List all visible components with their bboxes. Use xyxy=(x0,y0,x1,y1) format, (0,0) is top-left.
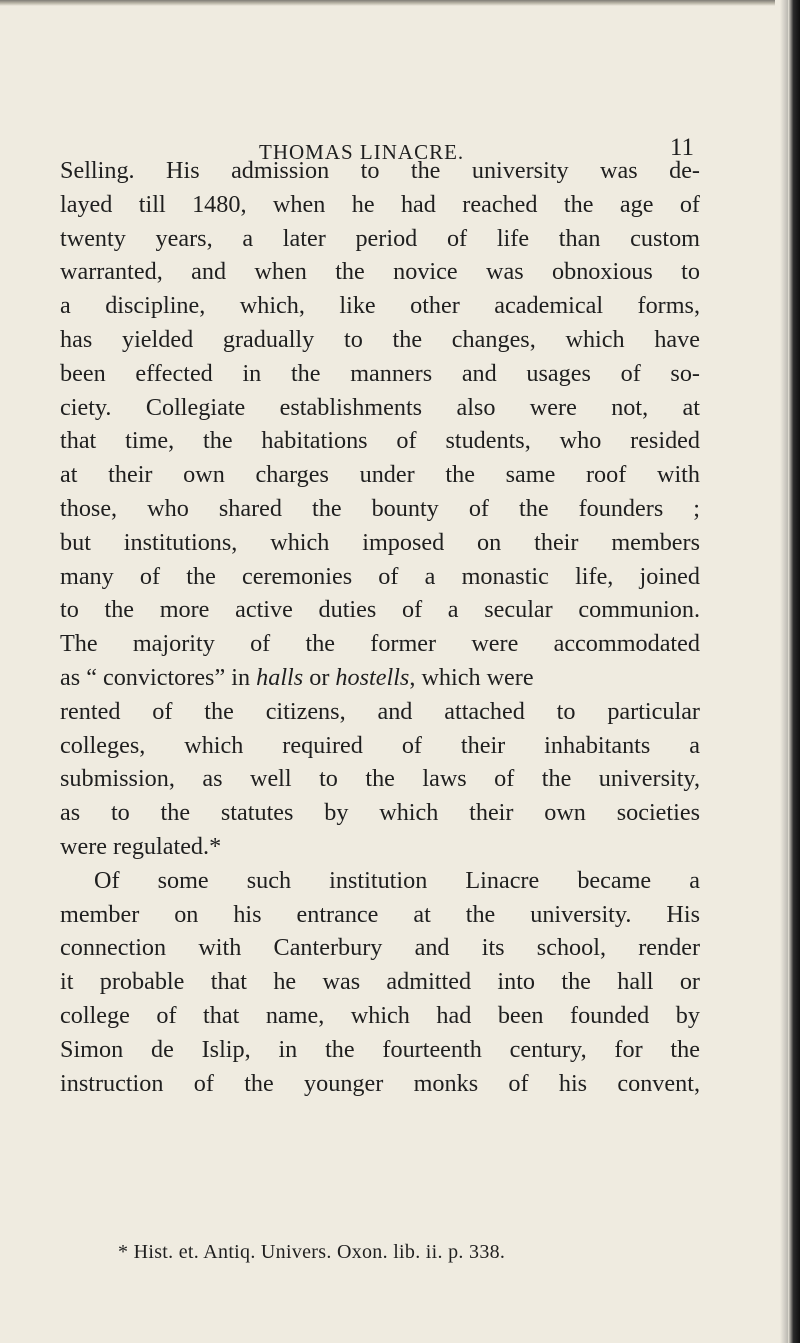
text-line: Simon de Islip, in the fourteenth century, for the xyxy=(60,1035,700,1063)
text-line: instruction of the younger monks of his convent, xyxy=(60,1069,700,1097)
paragraph-start-line: Of some such institution Linacre became a xyxy=(94,866,700,894)
text-line: twenty years, a later period of life than custom xyxy=(60,224,700,252)
text-line: were regulated.* xyxy=(60,832,222,860)
text-line: submission, as well to the laws of the university, xyxy=(60,765,700,793)
footnote: * Hist. et. Antiq. Univers. Oxon. lib. ii. p. 338. xyxy=(118,1241,506,1263)
text-line: rented of the citizens, and attached to particular xyxy=(60,697,700,725)
text-line: has yielded gradually to the changes, which have xyxy=(60,325,700,353)
text-line: colleges, which required of their inhabitants a xyxy=(60,731,700,759)
text-line: layed till 1480, when he had reached the age of xyxy=(60,190,700,218)
text-line: been effected in the manners and usages of so- xyxy=(60,359,700,387)
text-line: college of that name, which had been founded by xyxy=(60,1001,700,1029)
text-line-with-italics xyxy=(60,661,700,695)
text-line: but institutions, which imposed on their members xyxy=(60,528,700,556)
italic-word-hostells: hostells xyxy=(335,663,410,691)
text-line: warranted, and when the novice was obnoxious to xyxy=(60,258,700,286)
text-line: to the more active duties of a secular communion. xyxy=(60,596,700,624)
text-segment: or xyxy=(303,663,336,691)
text-line: Selling. His admission to the university was de- xyxy=(60,157,700,184)
text-line: ciety. Collegiate establishments also were not, at xyxy=(60,393,700,421)
top-page-edge xyxy=(0,0,775,6)
text-line: The majority of the former were accommodated xyxy=(60,630,700,658)
text-line: that time, the habitations of students, who resided xyxy=(60,427,700,455)
text-line: at their own charges under the same roof with xyxy=(60,461,700,489)
text-line: connection with Canterbury and its school, render xyxy=(60,934,700,962)
italic-word-halls: halls xyxy=(256,663,304,691)
header-title: THOMAS LINACRE. xyxy=(259,140,465,164)
text-segment: , which were xyxy=(409,663,534,691)
text-line: a discipline, which, like other academical forms, xyxy=(60,292,700,320)
text-segment: as “ convictores” in xyxy=(60,663,257,691)
page-number: 11 xyxy=(669,134,694,161)
body-text xyxy=(60,144,700,1100)
text-line: as to the statutes by which their own societies xyxy=(60,799,700,827)
right-page-edge xyxy=(788,0,800,1343)
right-page-shadow xyxy=(780,0,788,1343)
text-line: it probable that he was admitted into the hall or xyxy=(60,968,700,996)
text-line: those, who shared the bounty of the founders ; xyxy=(60,494,700,522)
text-line: member on his entrance at the university. His xyxy=(60,900,700,928)
text-line: many of the ceremonies of a monastic life, joined xyxy=(60,562,700,590)
